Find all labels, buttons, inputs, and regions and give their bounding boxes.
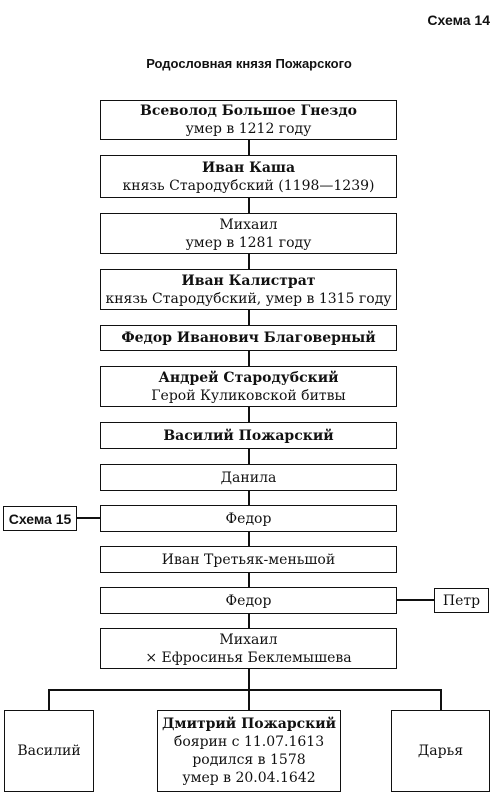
connector-line (397, 599, 434, 601)
connector-line (248, 406, 250, 422)
children-bracket-line (48, 689, 441, 691)
lineage-node (100, 505, 397, 532)
person-name: Михаил (219, 631, 278, 648)
person-note: родился в 1578 (192, 752, 306, 768)
person-name: Федор (225, 510, 272, 527)
person-name: Федор Иванович Благоверный (121, 330, 376, 346)
connector-line (248, 613, 250, 628)
lineage-node (100, 422, 397, 449)
connector-line (248, 668, 250, 689)
person-name: Данила (220, 469, 277, 486)
lineage-node (100, 464, 397, 491)
person-name: Василий (17, 743, 81, 759)
connector-line (248, 531, 250, 546)
person-name: Иван Калистрат (181, 272, 316, 289)
person-name: Василий Пожарский (163, 427, 334, 444)
connector-line (248, 572, 250, 587)
lineage-node (100, 100, 397, 140)
person-note: боярин с 11.07.1613 (173, 734, 325, 750)
person-name: Иван Каша (201, 159, 296, 176)
connector-line (248, 309, 250, 325)
scheme-reference-label: Схема 15 (8, 510, 72, 527)
connector-line (248, 490, 250, 505)
person-note: × Ефросинья Беклемышева (145, 649, 352, 666)
person-name: Петр (442, 592, 481, 609)
child-node (391, 710, 490, 792)
person-note: умер в 1212 году (185, 121, 312, 137)
connector-line (48, 689, 50, 710)
lineage-node (100, 325, 397, 351)
lineage-node (100, 213, 397, 254)
person-note: Герой Куликовской битвы (151, 387, 346, 404)
lineage-node (100, 366, 397, 407)
diagram-title: Родословная князя Пожарского (146, 56, 352, 71)
person-note: князь Стародубский (1198—1239) (122, 177, 375, 194)
child-node (4, 710, 94, 792)
lineage-node (100, 628, 397, 669)
person-note: князь Стародубский, умер в 1315 году (105, 290, 392, 307)
lineage-node (100, 546, 397, 573)
person-name: Всеволод Большое Гнездо (139, 103, 357, 119)
scheme-reference-box (3, 506, 77, 531)
connector-line (248, 350, 250, 366)
connector-line (248, 689, 250, 710)
lineage-node (100, 269, 397, 310)
person-name: Федор (225, 592, 272, 609)
person-name: Андрей Стародубский (158, 369, 339, 386)
lineage-node (100, 155, 397, 198)
person-note: умер в 1281 году (185, 234, 312, 251)
connector-line (76, 517, 100, 519)
connector-line (248, 139, 250, 155)
scheme-number-label: Схема 14 (427, 12, 490, 28)
connector-line (440, 689, 442, 710)
connector-line (248, 253, 250, 269)
sibling-node (434, 588, 489, 613)
connector-line (248, 448, 250, 464)
person-name: Михаил (219, 216, 278, 233)
person-name: Дарья (417, 743, 464, 759)
lineage-node (100, 587, 397, 614)
connector-line (248, 197, 250, 213)
person-note: умер в 20.04.1642 (182, 770, 316, 786)
person-name: Дмитрий Пожарский (161, 716, 337, 732)
child-node (157, 710, 341, 792)
person-name: Иван Третьяк-меньшой (161, 551, 336, 568)
